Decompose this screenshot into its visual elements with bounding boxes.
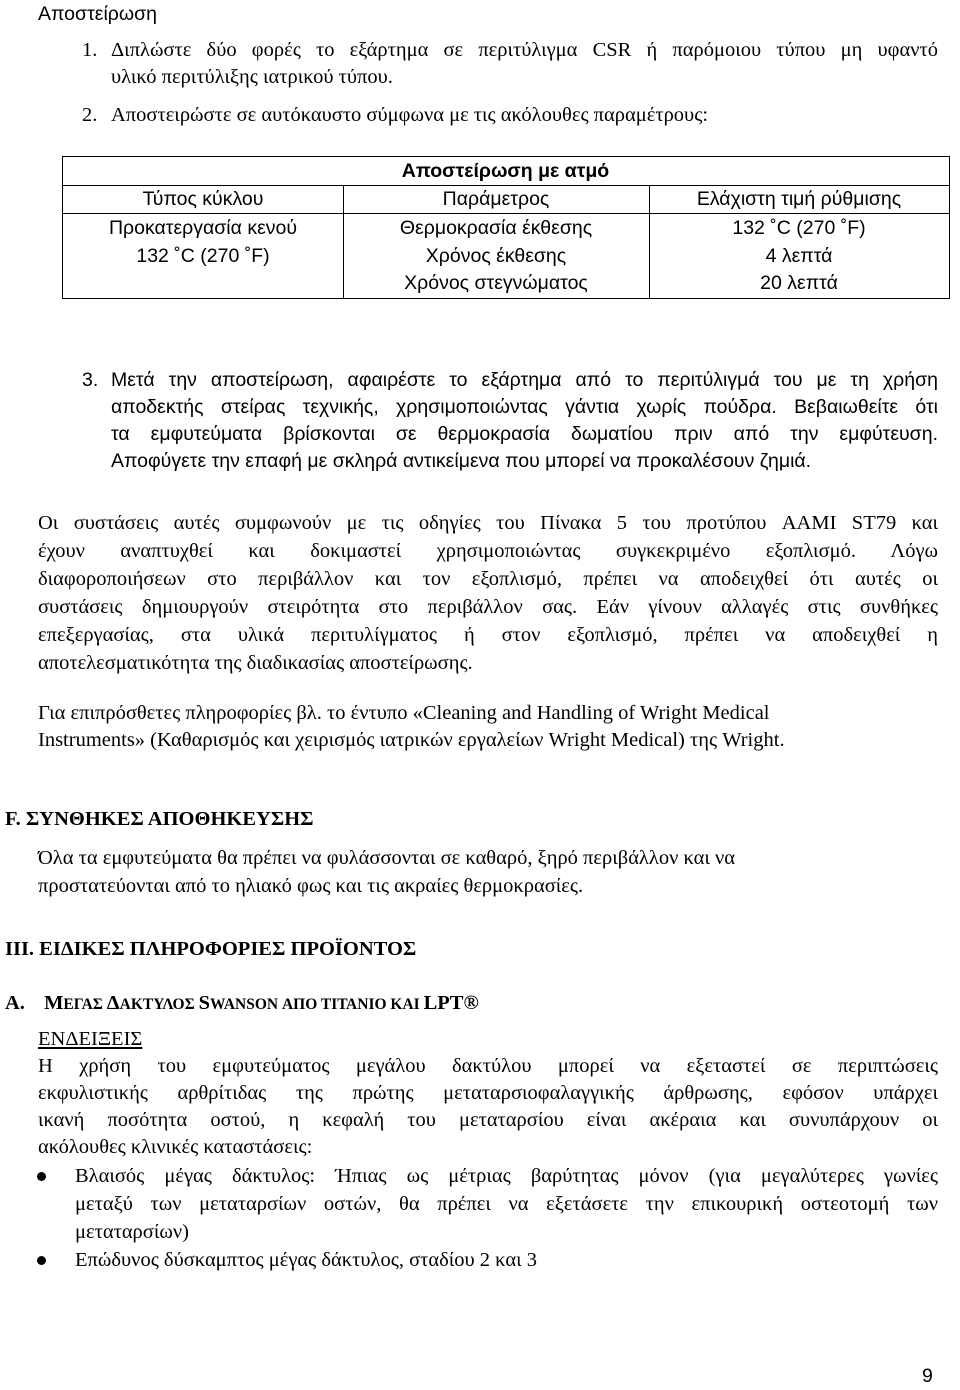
- steam-sterilization-table: [62, 156, 950, 299]
- table-row-value: 132 ˚C (270 ˚F): [732, 217, 866, 239]
- page-number: 9: [922, 1365, 933, 1387]
- table-header-cycle-type: Τύπος κύκλου: [142, 188, 264, 210]
- table-row-param: Χρόνος στεγνώματος: [404, 272, 588, 294]
- subheading-part: Δ: [106, 992, 120, 1014]
- indications-line-3: ικανή ποσότητα οστού, η κεφαλή του μεταταρσίου είναι ακέραια και συνυπάρχουν οι: [38, 1109, 938, 1131]
- bullet-1-line-2: μεταξύ των μεταταρσίων οστών, θα πρέπει να εξετάσετε την επικουρική οστεοτομή των: [75, 1193, 938, 1215]
- indications-line-2: εκφυλιστικής αρθρίτιδας της πρώτης μεταταρσιοφαλαγγικής άρθρωσης, εφόσον υπάρχει: [38, 1082, 938, 1104]
- recommendations-line-4: συστάσεις δημιουργούν στειρότητα στο περιβάλλον σας. Εάν γίνουν αλλαγές στις συνθήκες: [38, 596, 938, 618]
- storage-heading: F. ΣΥΝΘΗΚΕΣ ΑΠΟΘΗΚΕΥΣΗΣ: [5, 808, 314, 830]
- subheading-part: LPT®: [423, 992, 479, 1014]
- bullet-1-line-1: Βλαισός μέγας δάκτυλος: Ήπιας ως μέτριας βαρύτητας μόνον (για μεγαλύτερες γωνίες: [75, 1165, 938, 1187]
- table-row-param: Χρόνος έκθεσης: [425, 245, 567, 267]
- table-title: Αποστείρωση με ατμό: [401, 160, 610, 182]
- bullet-2: Επώδυνος δύσκαμπτος μέγας δάκτυλος, σταδίου 2 και 3: [75, 1249, 537, 1271]
- subheading-part: Μ: [44, 992, 64, 1014]
- step-2-number: 2.: [82, 104, 98, 126]
- step-1-line-1: Διπλώστε δύο φορές το εξάρτημα σε περιτύλιγμα CSR ή παρόμοιου τύπου μη υφαντό: [111, 39, 938, 61]
- table-row-param: Θερμοκρασία έκθεσης: [399, 217, 593, 239]
- recommendations-line-1: Οι συστάσεις αυτές συμφωνούν με τις οδηγίες του Πίνακα 5 του προτύπου AAMI ST79 και: [38, 512, 938, 534]
- step-3-line-4: Αποφύγετε την επαφή με σκληρά αντικείμενα που μπορεί να προκαλέσουν ζημιά.: [111, 450, 812, 472]
- more-info-line-2: Instruments» (Καθαρισμός και χειρισμός ιατρικών εργαλείων Wright Medical) της Wright.: [38, 729, 785, 751]
- indications-heading: ΕΝΔΕΙΞΕΙΣ: [38, 1028, 143, 1050]
- subheading-part: ΑΚΤΥΛΟΣ: [119, 996, 199, 1013]
- step-3-number: 3.: [82, 369, 99, 391]
- table-header-parameter: Παράμετρος: [442, 188, 550, 210]
- subheading-part: WANSON: [210, 996, 282, 1013]
- product-subheading: [5, 989, 479, 1019]
- table-header-min-setting: Ελάχιστη τιμή ρύθμισης: [696, 188, 902, 210]
- recommendations-line-3: διαφοροποιήσεων στο περιβάλλον και τον εξοπλισμό, πρέπει να αποδειχθεί ότι αυτές οι: [38, 568, 938, 590]
- step-3-line-3: τα εμφυτεύματα βρίσκονται σε θερμοκρασία δωματίου πριν από την εμφύτευση.: [111, 423, 938, 445]
- recommendations-line-6: αποτελεσματικότητα της διαδικασίας αποστείρωσης.: [38, 652, 473, 674]
- more-info-line-1: Για επιπρόσθετες πληροφορίες βλ. το έντυπο «Cleaning and Handling of Wright Medical: [38, 702, 770, 724]
- indications-line-4: ακόλουθες κλινικές καταστάσεις:: [38, 1136, 313, 1158]
- subheading-part: ΕΓΑΣ: [63, 996, 107, 1013]
- bullet-1-line-3: μεταταρσίων): [75, 1221, 189, 1243]
- subheading-label: A.: [5, 992, 25, 1014]
- table-row-value: 4 λεπτά: [765, 245, 833, 267]
- step-1-line-2: υλικό περιτύλιξης ιατρικού τύπου.: [111, 66, 393, 88]
- subheading-part: S: [198, 992, 211, 1014]
- storage-line-1: Όλα τα εμφυτεύματα θα πρέπει να φυλάσσονται σε καθαρό, ξηρό περιβάλλον και να: [38, 847, 735, 869]
- recommendations-line-5: επεξεργασίας, στα υλικά περιτυλίγματος ή στον εξοπλισμό, πρέπει να αποδειχθεί η: [38, 624, 938, 646]
- product-info-heading: III. ΕΙΔΙΚΕΣ ΠΛΗΡΟΦΟΡΙΕΣ ΠΡΟΪΟΝΤΟΣ: [5, 938, 417, 960]
- step-3-line-2: αποδεκτής στείρας τεχνικής, χρησιμοποιώντας γάντια χωρίς πούδρα. Βεβαιωθείτε ότι: [111, 396, 938, 418]
- table-cycle-temperature: 132 ˚C (270 ˚F): [136, 245, 270, 267]
- step-3-line-1: Μετά την αποστείρωση, αφαιρέστε το εξάρτημα από το περιτύλιγμά του με τη χρήση: [111, 369, 938, 391]
- indications-line-1: Η χρήση του εμφυτεύματος μεγάλου δακτύλου μπορεί να εξεταστεί σε περιπτώσεις: [38, 1055, 938, 1077]
- recommendations-line-2: έχουν αναπτυχθεί και δοκιμαστεί χρησιμοποιώντας συγκεκριμένο εξοπλισμό. Λόγω: [38, 540, 938, 562]
- table-row-value: 20 λεπτά: [760, 272, 838, 294]
- bullet-icon: [37, 1256, 46, 1265]
- step-2-line-1: Αποστειρώστε σε αυτόκαυστο σύμφωνα με τις ακόλουθες παραμέτρους:: [111, 104, 709, 126]
- sterilization-heading: Αποστείρωση: [38, 3, 157, 25]
- table-cycle-name: Προκατεργασία κενού: [108, 217, 298, 239]
- subheading-part: ΑΠΟ ΤΙΤΑΝΙΟ ΚΑΙ: [281, 996, 424, 1013]
- step-1-number: 1.: [82, 39, 98, 61]
- storage-line-2: προστατεύονται από το ηλιακό φως και τις ακραίες θερμοκρασίες.: [38, 875, 584, 897]
- bullet-icon: [37, 1172, 46, 1181]
